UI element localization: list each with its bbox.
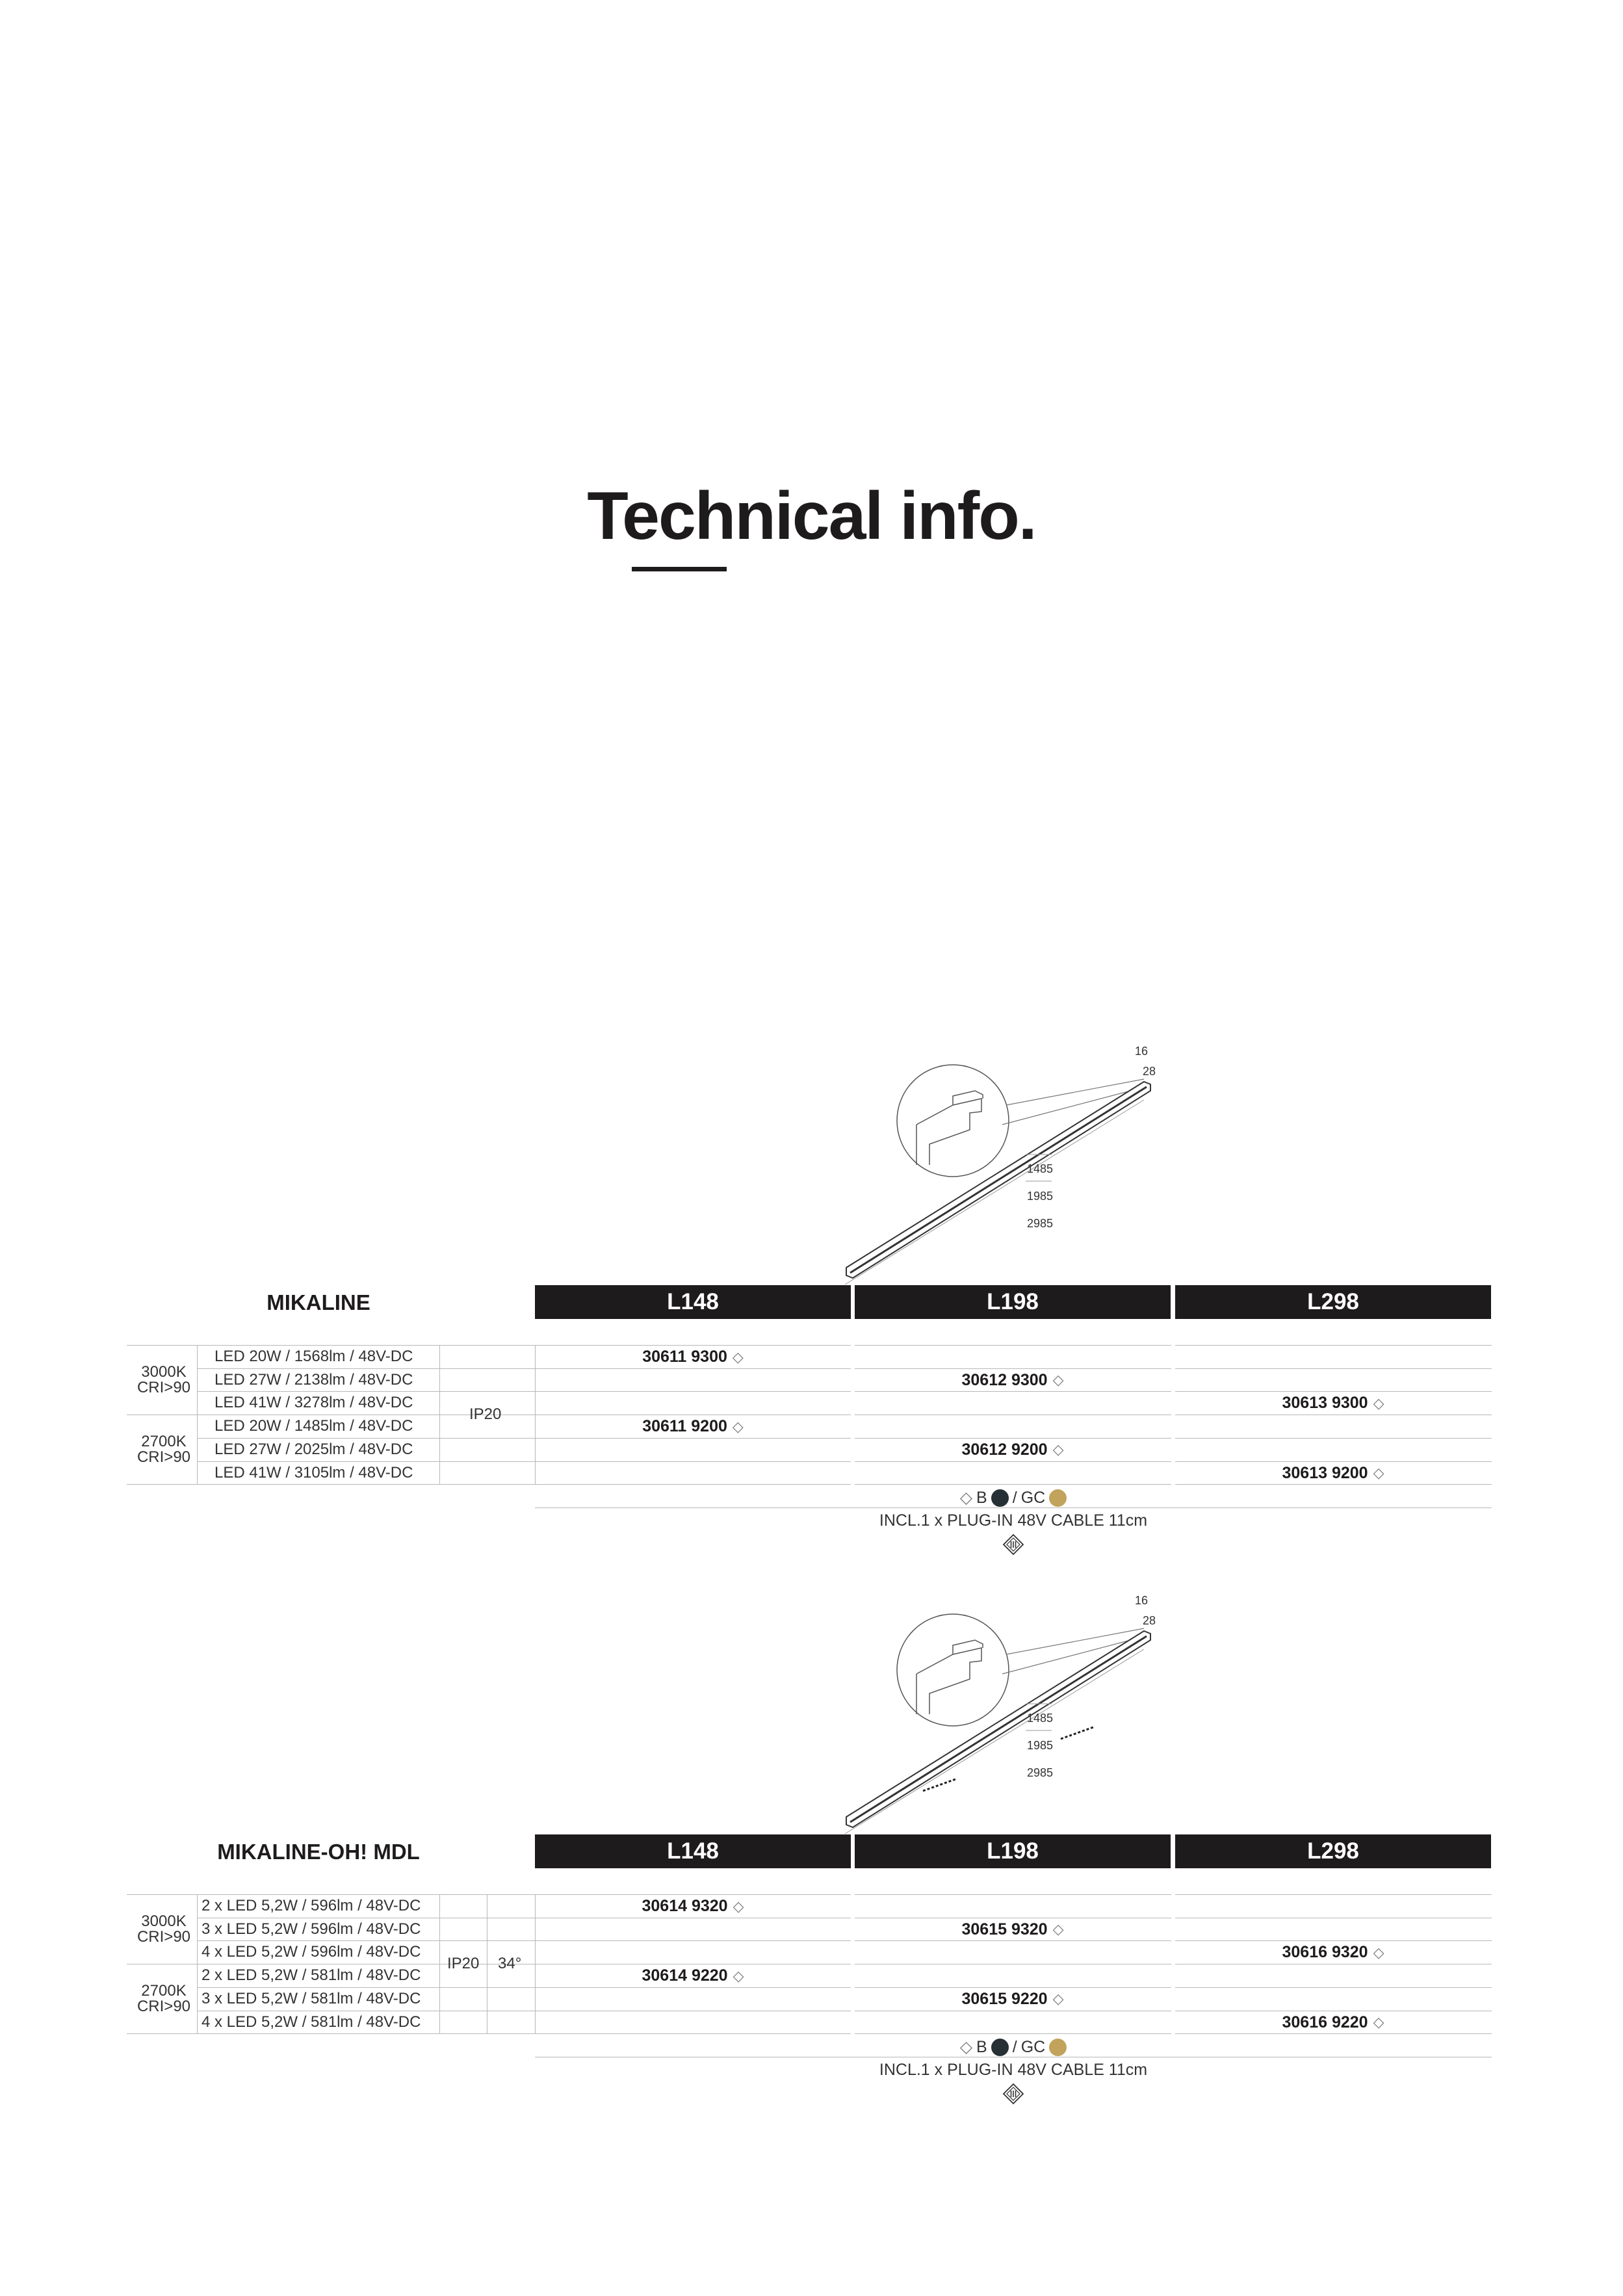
row-divider (197, 1368, 1492, 1369)
column-divider (197, 1345, 198, 1484)
led-spec: 3 x LED 5,2W / 596lm / 48V-DC (201, 1920, 421, 1938)
length-header: L198 (855, 1285, 1171, 1319)
diamond-icon: ◇ (1373, 2014, 1384, 2030)
dimension-length: 1985 (1027, 1190, 1054, 1203)
table-border (127, 2033, 1492, 2034)
included-accessory: INCL.1 x PLUG-IN 48V CABLE 11cm (879, 1511, 1148, 1530)
column-gap (851, 1344, 855, 1485)
cct-value: 3000K (141, 1912, 187, 1930)
article-code-text: 30616 9220 (1282, 2013, 1368, 2031)
led-spec: LED 27W / 2138lm / 48V-DC (214, 1370, 413, 1389)
beam-angle: 34° (498, 1955, 522, 1973)
diamond-icon: ◇ (732, 1348, 744, 1365)
diamond-icon: ◇ (1373, 1944, 1384, 1961)
gold-finish-swatch (1049, 1489, 1067, 1507)
article-code (855, 1920, 1171, 1939)
article-code (855, 1990, 1171, 2009)
cct-group (131, 1983, 196, 2015)
article-code-text: 30611 9300 (642, 1348, 727, 1366)
diamond-icon: ◇ (1052, 1372, 1064, 1389)
led-spec: 4 x LED 5,2W / 596lm / 48V-DC (201, 1943, 421, 1961)
article-code-text: 30613 9200 (1282, 1463, 1368, 1482)
column-gap (1171, 1893, 1175, 2035)
diamond-icon: ◇ (959, 1489, 973, 1507)
dimension-height: 28 (1143, 1065, 1156, 1078)
article-code (1175, 2013, 1491, 2032)
ip-rating: IP20 (469, 1405, 502, 1424)
finish-options (535, 2037, 1492, 2057)
row-divider (197, 1461, 1492, 1462)
row-divider (197, 1391, 1492, 1392)
finish-black-label: B (976, 1488, 987, 1507)
dimension-length: 1485 (1027, 1162, 1054, 1175)
length-header: L148 (535, 1834, 851, 1868)
finish-separator: / (1012, 1488, 1017, 1507)
article-code-text: 30615 9320 (961, 1920, 1048, 1938)
ip-rating: IP20 (447, 1955, 480, 1973)
column-divider (197, 1894, 198, 2033)
product-name: MIKALINE-OH! MDL (217, 1840, 420, 1864)
product-drawing (832, 1602, 1196, 1843)
dimension-width: 16 (1135, 1594, 1149, 1607)
article-code (1175, 1464, 1491, 1483)
cct-group (131, 1914, 196, 1945)
article-code (1175, 1394, 1491, 1413)
led-spec: LED 20W / 1485lm / 48V-DC (214, 1417, 413, 1435)
led-spec: 3 x LED 5,2W / 581lm / 48V-DC (201, 1989, 421, 2007)
table-border (127, 1345, 1492, 1346)
led-spec: 4 x LED 5,2W / 581lm / 48V-DC (201, 2013, 421, 2031)
gold-finish-swatch (1049, 2039, 1067, 2056)
length-header: L148 (535, 1285, 851, 1319)
finish-divider (535, 1507, 1492, 1508)
class-iii-icon (1002, 1533, 1024, 1559)
dimension-length: 2985 (1027, 1217, 1054, 1230)
led-spec: LED 20W / 1568lm / 48V-DC (214, 1348, 413, 1365)
table-border (127, 1484, 1492, 1485)
column-divider (439, 1894, 440, 2033)
product-drawing (832, 1053, 1196, 1294)
article-code-text: 30615 9220 (961, 1989, 1048, 2008)
cct-group (131, 1434, 196, 1465)
diamond-icon: ◇ (959, 2038, 973, 2057)
article-code-text: 30614 9320 (642, 1897, 728, 1915)
led-spec: 2 x LED 5,2W / 581lm / 48V-DC (201, 1966, 421, 1985)
column-gap (1171, 1344, 1175, 1485)
finish-gold-label: GC (1020, 1488, 1046, 1507)
cri-value: CRI>90 (136, 1378, 191, 1396)
article-code-text: 30612 9300 (961, 1370, 1048, 1389)
cct-value: 3000K (141, 1363, 187, 1381)
length-header: L198 (855, 1834, 1171, 1868)
diamond-icon: ◇ (1052, 1921, 1064, 1938)
class-iii-icon (1002, 2083, 1024, 2108)
finish-gold-label: GC (1020, 2037, 1046, 2056)
product-name: MIKALINE (266, 1290, 370, 1314)
black-finish-swatch (991, 2039, 1009, 2056)
row-divider (197, 1987, 1492, 1988)
article-code (1175, 1943, 1491, 1962)
cct-group (131, 1364, 196, 1396)
cri-value: CRI>90 (136, 1927, 191, 1946)
included-accessory: INCL.1 x PLUG-IN 48V CABLE 11cm (879, 2061, 1148, 2080)
cct-value: 2700K (141, 1432, 187, 1450)
cri-value: CRI>90 (136, 1448, 191, 1466)
article-code (535, 1348, 851, 1366)
led-spec: 2 x LED 5,2W / 596lm / 48V-DC (201, 1897, 421, 1914)
column-divider (535, 1345, 536, 1484)
diamond-icon: ◇ (1052, 1990, 1064, 2007)
table-border (127, 1894, 1492, 1895)
page-title: Technical info. (587, 478, 1036, 554)
diamond-icon: ◇ (1052, 1441, 1064, 1458)
dimension-length: 1485 (1027, 1712, 1054, 1725)
article-code (535, 1897, 851, 1916)
column-gap (851, 1893, 855, 2035)
title-underline (632, 567, 727, 571)
led-spec: LED 27W / 2025lm / 48V-DC (214, 1440, 413, 1458)
row-divider (197, 1438, 1492, 1439)
row-divider (197, 1940, 1492, 1941)
column-divider (439, 1345, 440, 1484)
diamond-icon: ◇ (1373, 1394, 1384, 1411)
dimension-height: 28 (1143, 1614, 1156, 1627)
finish-black-label: B (976, 2037, 987, 2056)
article-code-text: 30614 9220 (642, 1966, 728, 1985)
article-code (535, 1417, 851, 1436)
diamond-icon: ◇ (732, 1418, 744, 1435)
black-finish-swatch (991, 1489, 1009, 1507)
diamond-icon: ◇ (733, 1898, 744, 1914)
article-code-text: 30612 9200 (961, 1440, 1048, 1459)
article-code-text: 30611 9200 (642, 1417, 727, 1436)
diamond-icon: ◇ (733, 1967, 744, 1984)
article-code (855, 1371, 1171, 1390)
cri-value: CRI>90 (136, 1997, 191, 2015)
dimension-length: 2985 (1027, 1766, 1054, 1779)
finish-separator: / (1012, 2037, 1017, 2056)
led-spec: LED 41W / 3105lm / 48V-DC (214, 1463, 413, 1481)
finish-options (535, 1488, 1492, 1507)
dimension-length: 1985 (1027, 1739, 1054, 1752)
article-code-text: 30616 9320 (1282, 1943, 1368, 1962)
article-code (855, 1441, 1171, 1459)
diamond-icon: ◇ (1373, 1465, 1384, 1481)
led-spec: LED 41W / 3278lm / 48V-DC (214, 1394, 413, 1412)
dimension-width: 16 (1135, 1045, 1149, 1058)
length-header: L298 (1175, 1285, 1491, 1319)
cct-value: 2700K (141, 1981, 187, 2000)
length-header: L298 (1175, 1834, 1491, 1868)
article-code-text: 30613 9300 (1282, 1394, 1368, 1413)
column-divider (535, 1894, 536, 2033)
article-code (535, 1966, 851, 1985)
